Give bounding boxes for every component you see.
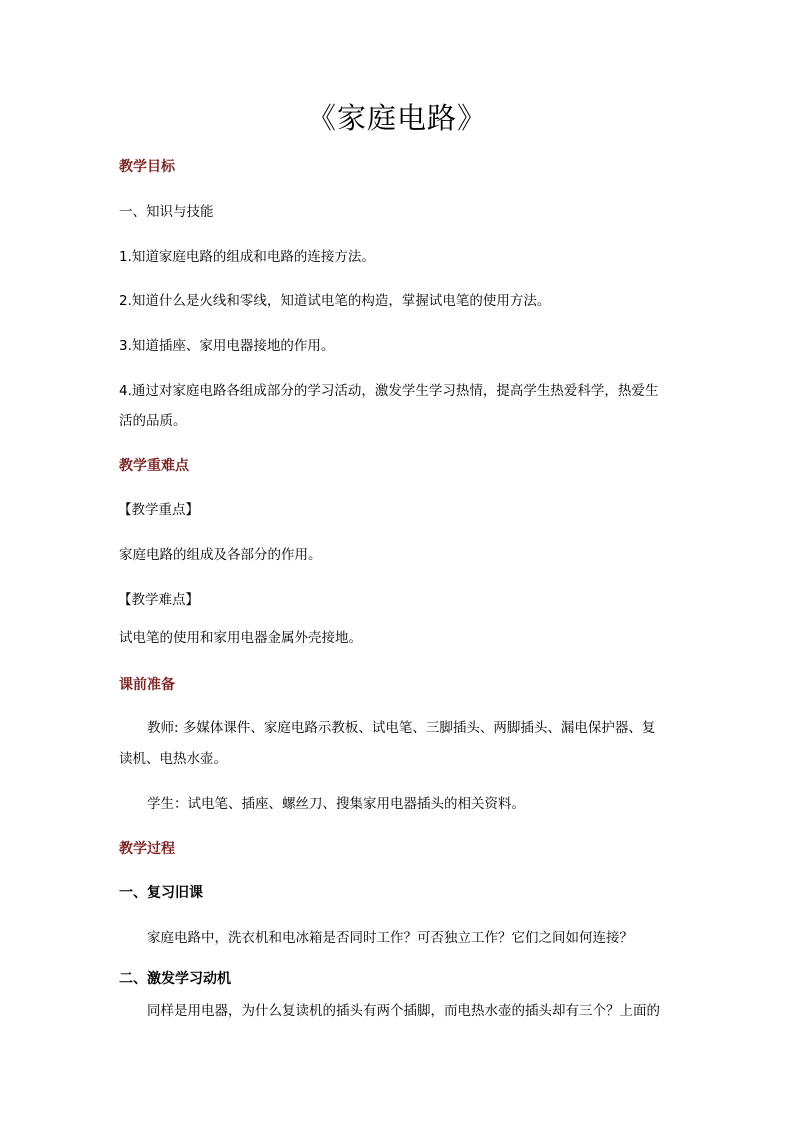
section-heading-key-difficult: 教学重难点	[119, 458, 189, 474]
subheading-knowledge-skills: 一、知识与技能	[119, 204, 214, 220]
objective-item-4-line-1: 4.通过对家庭电路各组成部分的学习活动，激发学生学习热情，提高学生热爱科学，热爱生	[119, 383, 659, 399]
objective-item-3: 3.知道插座、家用电器接地的作用。	[119, 338, 335, 354]
motivation-text: 同样是用电器，为什么复读机的插头有两个插脚，而电热水壶的插头却有三个？上面的	[147, 1003, 660, 1019]
document-title: 《家庭电路》	[306, 101, 487, 135]
section-heading-process: 教学过程	[119, 841, 175, 857]
subheading-review: 一、复习旧课	[119, 885, 203, 901]
teacher-preparation-line-1: 教师: 多媒体课件、家庭电路示教板、试电笔、三脚插头、两脚插头、漏电保护器、复	[147, 720, 656, 736]
difficult-points-label: 【教学难点】	[118, 592, 199, 608]
difficult-points-text: 试电笔的使用和家用电器金属外壳接地。	[119, 630, 362, 646]
key-points-label: 【教学重点】	[118, 502, 199, 518]
teacher-preparation-line-2: 读机、电热水壶。	[119, 751, 227, 767]
subheading-motivation: 二、激发学习动机	[119, 971, 231, 987]
section-heading-preparation: 课前准备	[119, 677, 175, 693]
student-preparation: 学生：试电笔、插座、螺丝刀、搜集家用电器插头的相关资料。	[147, 796, 525, 812]
objective-item-1: 1.知道家庭电路的组成和电路的连接方法。	[119, 249, 375, 265]
objective-item-4-line-2: 活的品质。	[119, 413, 187, 429]
key-points-text: 家庭电路的组成及各部分的作用。	[119, 547, 322, 563]
objective-item-2: 2.知道什么是火线和零线，知道试电笔的构造，掌握试电笔的使用方法。	[119, 293, 551, 309]
section-heading-objectives: 教学目标	[119, 159, 175, 175]
review-text: 家庭电路中，洗衣机和电冰箱是否同时工作？可否独立工作？它们之间如何连接？	[147, 930, 633, 946]
